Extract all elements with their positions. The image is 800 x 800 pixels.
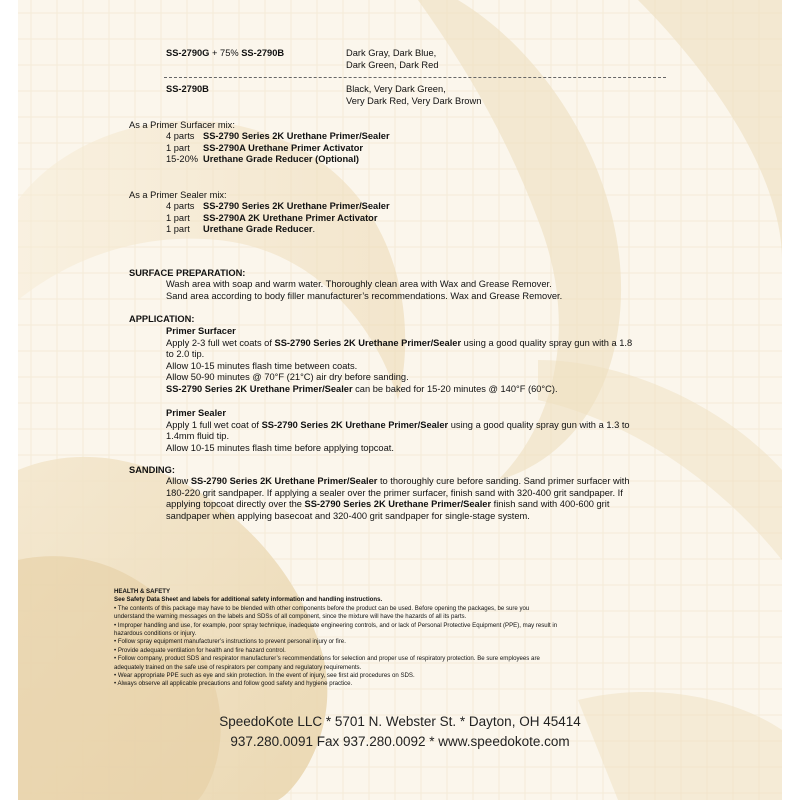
mix-item <box>166 224 390 236</box>
color-list-line: Very Dark Red, Very Dark Brown <box>346 95 482 106</box>
text-span: using a good quality spray gun with a 1.3 to <box>448 419 630 430</box>
safety-line: understand the warning messages on the labels and SDSs of all component, since the mixture will have the hazards of all its parts. <box>114 613 467 621</box>
text-line: Allow 50-90 minutes @ 70°F (21°C) air dry before sanding. <box>166 372 409 383</box>
health-safety-subheading: See Safety Data Sheet and labels for additional safety information and handling instructions. <box>114 596 383 604</box>
mix-qty: 1 part <box>166 224 190 235</box>
primer-sealer-heading: As a Primer Sealer mix: <box>129 190 227 200</box>
application-sealer <box>166 408 630 454</box>
document-page <box>18 0 782 800</box>
safety-line: • The contents of this package may have to be blended with other components before the product can be used. Before opening the packages, be sure you <box>114 604 530 612</box>
mix-product: Urethane Grade Reducer <box>203 224 313 235</box>
text-line: to 2.0 tip. <box>166 349 205 360</box>
health-safety-heading: HEALTH & SAFETY <box>114 588 171 595</box>
safety-line: • Provide adequate ventilation for health and fire hazard control. <box>114 646 286 654</box>
mix-qty: 15-20% <box>166 154 199 165</box>
text-span: to thoroughly cure before sanding. Sand primer surfacer with <box>377 476 630 486</box>
text-line <box>166 476 630 488</box>
text-span: Apply 1 full wet coat of <box>166 419 262 430</box>
primer-surfacer-list <box>166 131 390 166</box>
color-row-1-products <box>166 48 284 60</box>
safety-line: adequately trained on the safe use of respirators per company and regulatory requirements. <box>114 663 362 671</box>
product-name: SS-2790 Series 2K Urethane Primer/Sealer <box>261 419 449 430</box>
text-span: finish sand with 400-600 grit <box>491 499 610 510</box>
mix-item <box>166 131 390 143</box>
mix-product: SS-2790A 2K Urethane Primer Activator <box>203 212 378 223</box>
text-line: Allow 10-15 minutes flash time between coats. <box>166 360 358 371</box>
text-span: Apply 2-3 full wet coats of <box>166 337 275 348</box>
mix-product: SS-2790 Series 2K Urethane Primer/Sealer <box>203 201 390 211</box>
product-name: SS-2790 Series 2K Urethane Primer/Sealer <box>274 337 462 348</box>
subheading: Primer Surfacer <box>166 326 236 336</box>
safety-line: • Wear appropriate PPE such as eye and skin protection. In the event of injury, see first aid procedures on SDS. <box>114 672 415 680</box>
text-line: sandpaper when applying basecoat and 320-400 grit sandpaper for single-stage system. <box>166 510 530 521</box>
footer-address: SpeedoKote LLC * 5701 N. Webster St. * Dayton, OH 45414 <box>219 714 581 729</box>
mix-product: SS-2790 Series 2K Urethane Primer/Sealer <box>203 131 390 141</box>
sanding-heading: SANDING: <box>129 465 175 475</box>
color-row-1-colors <box>346 48 438 71</box>
color-row-2-colors <box>346 84 481 107</box>
surface-prep-body <box>166 279 562 302</box>
text-span: Allow <box>166 476 191 486</box>
mix-item <box>166 201 390 213</box>
product-code: SS-2790B <box>241 48 285 58</box>
subheading: Primer Sealer <box>166 408 226 418</box>
mix-item <box>166 143 390 155</box>
mix-item <box>166 154 390 166</box>
text-line: 1.4mm fluid tip. <box>166 431 230 442</box>
text-span: applying topcoat directly over the <box>166 499 305 510</box>
product-name: SS-2790 Series 2K Urethane Primer/Sealer <box>166 383 353 394</box>
table-divider <box>164 77 666 78</box>
text-line: 180-220 grit sandpaper. If applying a sealer over the primer surfacer, finish sand with 320-400 grit sandpaper. If <box>166 487 623 498</box>
mix-qty: 4 parts <box>166 201 195 211</box>
footer-contact: 937.280.0091 Fax 937.280.0092 * www.speedokote.com <box>230 734 570 749</box>
sanding-body <box>166 476 630 522</box>
safety-line: • Follow company, product SDS and respirator manufacturer’s recommendations for selection and proper use of respiratory protection. Be sure employees are <box>114 655 540 663</box>
mix-product: Urethane Grade Reducer (Optional) <box>203 154 360 165</box>
text-line <box>166 420 630 432</box>
safety-line: • Follow spray equipment manufacturer’s instructions to prevent personal injury or fire. <box>114 638 346 646</box>
mix-suffix: . <box>312 224 316 235</box>
text-line <box>166 338 632 350</box>
product-code: SS-2790G <box>166 48 210 58</box>
mix-product: SS-2790A Urethane Primer Activator <box>203 142 364 153</box>
color-list-line: Dark Green, Dark Red <box>346 59 439 70</box>
safety-line: • Always observe all applicable precautions and follow good safety and hygiene practice. <box>114 680 353 688</box>
text-span: can be baked for 15-20 minutes @ 140°F (60°C). <box>352 383 558 394</box>
text-span: using a good quality spray gun with a 1.8 <box>461 337 633 348</box>
safety-line: hazardous conditions or injury. <box>114 630 197 638</box>
color-row-2-products <box>166 84 209 96</box>
application-heading: APPLICATION: <box>129 314 195 324</box>
text-line: Allow 10-15 minutes flash time before applying topcoat. <box>166 442 394 453</box>
text-line: Wash area with soap and warm water. Thoroughly clean area with Wax and Grease Remover. <box>166 279 552 289</box>
product-code: SS-2790B <box>166 84 209 94</box>
color-list-line: Black, Very Dark Green, <box>346 84 446 94</box>
primer-sealer-list <box>166 201 390 236</box>
primer-surfacer-heading: As a Primer Surfacer mix: <box>129 120 235 130</box>
surface-prep-heading: SURFACE PREPARATION: <box>129 268 246 278</box>
product-name: SS-2790 Series 2K Urethane Primer/Sealer <box>304 499 492 510</box>
document-content <box>18 0 782 800</box>
mix-qty: 1 part <box>166 142 190 153</box>
application-surfacer <box>166 326 632 396</box>
mix-qty: 4 parts <box>166 131 195 141</box>
text-line <box>166 384 632 396</box>
health-safety-block <box>114 588 714 689</box>
mix-item <box>166 213 390 225</box>
mix-ratio: + 75% <box>209 48 242 58</box>
text-line <box>166 499 630 511</box>
product-name: SS-2790 Series 2K Urethane Primer/Sealer <box>190 476 378 486</box>
text-line: Sand area according to body filler manufacturer’s recommendations. Wax and Grease Remover. <box>166 290 563 301</box>
color-list-line: Dark Gray, Dark Blue, <box>346 48 437 58</box>
mix-qty: 1 part <box>166 212 190 223</box>
safety-line: • Improper handling and use, for example, poor spray technique, inadequate engineering controls, and or lack of Personal Protective Equipment (PPE), may result in <box>114 621 558 629</box>
